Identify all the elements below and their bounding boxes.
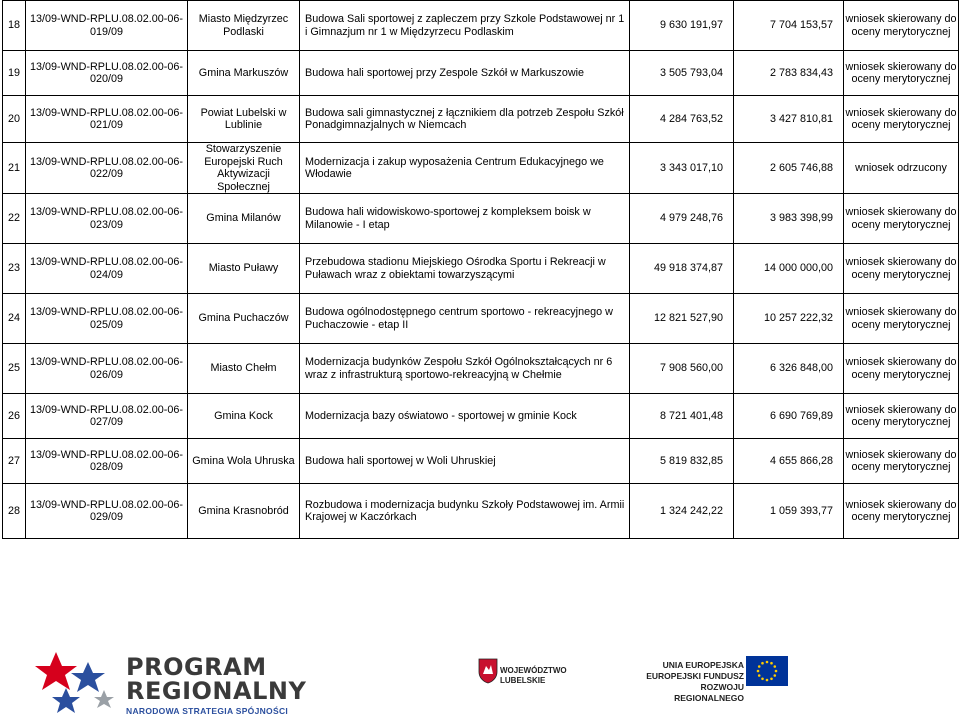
application-status: wniosek skierowany do oceny merytorycznej bbox=[844, 439, 959, 484]
grant-value: 1 059 393,77 bbox=[734, 484, 844, 539]
row-number: 27 bbox=[3, 439, 26, 484]
eu-line3: ROZWOJU REGIONALNEGO bbox=[674, 682, 744, 703]
project-title: Budowa ogólnodostępnego centrum sportowo - rekreacyjnego w Puchaczowie - etap II bbox=[300, 294, 630, 344]
application-code-line2: 026/09 bbox=[89, 368, 124, 381]
project-title: Budowa hali sportowej przy Zespole Szkół w Markuszowie bbox=[300, 51, 630, 96]
row-number: 21 bbox=[3, 143, 26, 194]
applicant-name: Gmina Wola Uhruska bbox=[188, 439, 300, 484]
application-code-line2: 023/09 bbox=[89, 218, 124, 231]
wojewodztwo-lubelskie-logo bbox=[478, 640, 578, 720]
woj-line2: LUBELSKIE bbox=[500, 676, 546, 685]
grant-value: 6 326 848,00 bbox=[734, 344, 844, 394]
applicant-name: Miasto Puławy bbox=[188, 244, 300, 294]
eu-star-icon bbox=[770, 677, 773, 680]
grant-value: 6 690 769,89 bbox=[734, 394, 844, 439]
table-body bbox=[3, 1, 959, 539]
woj-line1: WOJEWÓDZTWO bbox=[500, 666, 567, 675]
application-code-line1: 13/09-WND-RPLU.08.02.00-06- bbox=[29, 403, 184, 416]
application-code-line2: 028/09 bbox=[89, 461, 124, 473]
eu-star-icon bbox=[773, 674, 776, 677]
application-code-line2: 021/09 bbox=[89, 119, 124, 131]
footer-logos bbox=[0, 640, 960, 722]
application-code bbox=[26, 194, 188, 244]
eu-star-icon bbox=[758, 674, 761, 677]
grant-value: 7 704 153,57 bbox=[734, 1, 844, 51]
total-value: 4 284 763,52 bbox=[630, 96, 734, 143]
total-value: 49 918 374,87 bbox=[630, 244, 734, 294]
project-title: Budowa Sali sportowej z zapleczem przy Szkole Podstawowej nr 1 i Gimnazjum nr 1 w Międzyrzecu Podlaskim bbox=[300, 1, 630, 51]
application-code-line1: 13/09-WND-RPLU.08.02.00-06- bbox=[29, 206, 184, 218]
applicant-name: Miasto Chełm bbox=[188, 344, 300, 394]
application-code-line1: 13/09-WND-RPLU.08.02.00-06- bbox=[29, 306, 184, 318]
grant-value: 2 605 746,88 bbox=[734, 143, 844, 194]
application-code-line2: 025/09 bbox=[89, 318, 124, 331]
application-code bbox=[26, 143, 188, 194]
grant-value: 10 257 222,32 bbox=[734, 294, 844, 344]
eu-star-icon bbox=[766, 679, 769, 682]
application-code-line1: 13/09-WND-RPLU.08.02.00-06- bbox=[29, 106, 184, 119]
application-code bbox=[26, 484, 188, 539]
application-code-line2: 020/09 bbox=[89, 73, 124, 85]
row-number: 18 bbox=[3, 1, 26, 51]
applications-table bbox=[2, 0, 959, 539]
project-title: Budowa hali widowiskowo-sportowej z kompleksem boisk w Milanowie - I etap bbox=[300, 194, 630, 244]
table-row bbox=[3, 394, 959, 439]
application-code-line2: 019/09 bbox=[89, 25, 124, 38]
table-row bbox=[3, 143, 959, 194]
table-row bbox=[3, 244, 959, 294]
application-status: wniosek skierowany do oceny merytorycznej bbox=[844, 96, 959, 143]
application-code-line1: 13/09-WND-RPLU.08.02.00-06- bbox=[29, 356, 184, 368]
eu-line2: EUROPEJSKI FUNDUSZ bbox=[646, 671, 744, 681]
application-code-line2: 027/09 bbox=[89, 416, 124, 428]
program-tagline: NARODOWA STRATEGIA SPÓJNOŚCI bbox=[126, 706, 289, 716]
application-code-line1: 13/09-WND-RPLU.08.02.00-06- bbox=[29, 448, 184, 461]
application-code bbox=[26, 394, 188, 439]
application-code bbox=[26, 439, 188, 484]
applicant-name: Gmina Milanów bbox=[188, 194, 300, 244]
row-number: 25 bbox=[3, 344, 26, 394]
application-code-line1: 13/09-WND-RPLU.08.02.00-06- bbox=[29, 60, 184, 73]
application-status: wniosek odrzucony bbox=[844, 143, 959, 194]
eu-star-icon bbox=[775, 670, 778, 673]
row-number: 19 bbox=[3, 51, 26, 96]
application-code bbox=[26, 1, 188, 51]
row-number: 28 bbox=[3, 484, 26, 539]
application-code bbox=[26, 294, 188, 344]
total-value: 7 908 560,00 bbox=[630, 344, 734, 394]
eu-star-icon bbox=[761, 677, 764, 680]
project-title: Budowa hali sportowej w Woli Uhruskiej bbox=[300, 439, 630, 484]
application-code-line1: 13/09-WND-RPLU.08.02.00-06- bbox=[29, 155, 184, 168]
grant-value: 3 427 810,81 bbox=[734, 96, 844, 143]
applicant-name: Gmina Krasnobród bbox=[188, 484, 300, 539]
project-title: Modernizacja bazy oświatowo - sportowej w gminie Kock bbox=[300, 394, 630, 439]
application-status: wniosek skierowany do oceny merytorycznej bbox=[844, 294, 959, 344]
table-row bbox=[3, 484, 959, 539]
application-code-line1: 13/09-WND-RPLU.08.02.00-06- bbox=[29, 13, 184, 25]
application-status: wniosek skierowany do oceny merytorycznej bbox=[844, 394, 959, 439]
row-number: 22 bbox=[3, 194, 26, 244]
applicant-name: Miasto Międzyrzec Podlaski bbox=[188, 1, 300, 51]
table-row bbox=[3, 1, 959, 51]
application-code-line1: 13/09-WND-RPLU.08.02.00-06- bbox=[29, 256, 184, 268]
application-code-line2: 029/09 bbox=[89, 511, 124, 523]
total-value: 12 821 527,90 bbox=[630, 294, 734, 344]
table-row bbox=[3, 51, 959, 96]
row-number: 23 bbox=[3, 244, 26, 294]
row-number: 24 bbox=[3, 294, 26, 344]
eu-line1: UNIA EUROPEJSKA bbox=[662, 660, 744, 670]
eu-star-icon bbox=[757, 670, 760, 673]
program-title: PROGRAM bbox=[126, 653, 267, 681]
total-value: 4 979 248,76 bbox=[630, 194, 734, 244]
eu-star-icon bbox=[773, 665, 776, 668]
eu-star-icon bbox=[758, 665, 761, 668]
total-value: 3 343 017,10 bbox=[630, 143, 734, 194]
applicant-name: Stowarzyszenie Europejski Ruch Aktywizacji Społecznej bbox=[188, 143, 300, 194]
grant-value: 14 000 000,00 bbox=[734, 244, 844, 294]
eu-star-icon bbox=[770, 662, 773, 665]
total-value: 8 721 401,48 bbox=[630, 394, 734, 439]
table-row bbox=[3, 194, 959, 244]
coat-of-arms-icon bbox=[478, 658, 498, 684]
application-status: wniosek skierowany do oceny merytorycznej bbox=[844, 344, 959, 394]
eu-logo bbox=[632, 640, 960, 720]
application-status: wniosek skierowany do oceny merytorycznej bbox=[844, 51, 959, 96]
program-subtitle: REGIONALNY bbox=[126, 677, 307, 705]
application-code-line2: 024/09 bbox=[89, 268, 124, 281]
application-code bbox=[26, 344, 188, 394]
total-value: 9 630 191,97 bbox=[630, 1, 734, 51]
eu-flag-icon bbox=[746, 656, 788, 686]
applicant-name: Gmina Kock bbox=[188, 394, 300, 439]
application-status: wniosek skierowany do oceny merytorycznej bbox=[844, 484, 959, 539]
table-row bbox=[3, 439, 959, 484]
table-row bbox=[3, 294, 959, 344]
grant-value: 2 783 834,43 bbox=[734, 51, 844, 96]
table-row bbox=[3, 96, 959, 143]
project-title: Modernizacja budynków Zespołu Szkół Ogólnokształcących nr 6 wraz z infrastrukturą sportowo-rekreacyjną w Chełmie bbox=[300, 344, 630, 394]
eu-star-icon bbox=[766, 661, 769, 664]
project-title: Budowa sali gimnastycznej z łącznikiem dla potrzeb Zespołu Szkół Ponadgimnazjalnych w Niemcach bbox=[300, 96, 630, 143]
application-code bbox=[26, 51, 188, 96]
application-status: wniosek skierowany do oceny merytorycznej bbox=[844, 244, 959, 294]
table-row bbox=[3, 344, 959, 394]
grant-value: 4 655 866,28 bbox=[734, 439, 844, 484]
eu-star-icon bbox=[761, 662, 764, 665]
total-value: 3 505 793,04 bbox=[630, 51, 734, 96]
project-title: Modernizacja i zakup wyposażenia Centrum Edukacyjnego we Włodawie bbox=[300, 143, 630, 194]
application-code bbox=[26, 244, 188, 294]
row-number: 26 bbox=[3, 394, 26, 439]
application-status: wniosek skierowany do oceny merytorycznej bbox=[844, 194, 959, 244]
applicant-name: Powiat Lubelski w Lublinie bbox=[188, 96, 300, 143]
project-title: Przebudowa stadionu Miejskiego Ośrodka Sportu i Rekreacji w Puławach wraz z obiektami towarzyszącymi bbox=[300, 244, 630, 294]
application-code bbox=[26, 96, 188, 143]
row-number: 20 bbox=[3, 96, 26, 143]
application-code-line2: 022/09 bbox=[89, 168, 124, 180]
program-stars-icon bbox=[26, 644, 122, 720]
application-code-line1: 13/09-WND-RPLU.08.02.00-06- bbox=[29, 498, 184, 511]
applicant-name: Gmina Markuszów bbox=[188, 51, 300, 96]
project-title: Rozbudowa i modernizacja budynku Szkoły Podstawowej im. Armii Krajowej w Kaczórkach bbox=[300, 484, 630, 539]
grant-value: 3 983 398,99 bbox=[734, 194, 844, 244]
total-value: 1 324 242,22 bbox=[630, 484, 734, 539]
program-regionalny-logo bbox=[26, 640, 336, 720]
applicant-name: Gmina Puchaczów bbox=[188, 294, 300, 344]
total-value: 5 819 832,85 bbox=[630, 439, 734, 484]
application-status: wniosek skierowany do oceny merytorycznej bbox=[844, 1, 959, 51]
